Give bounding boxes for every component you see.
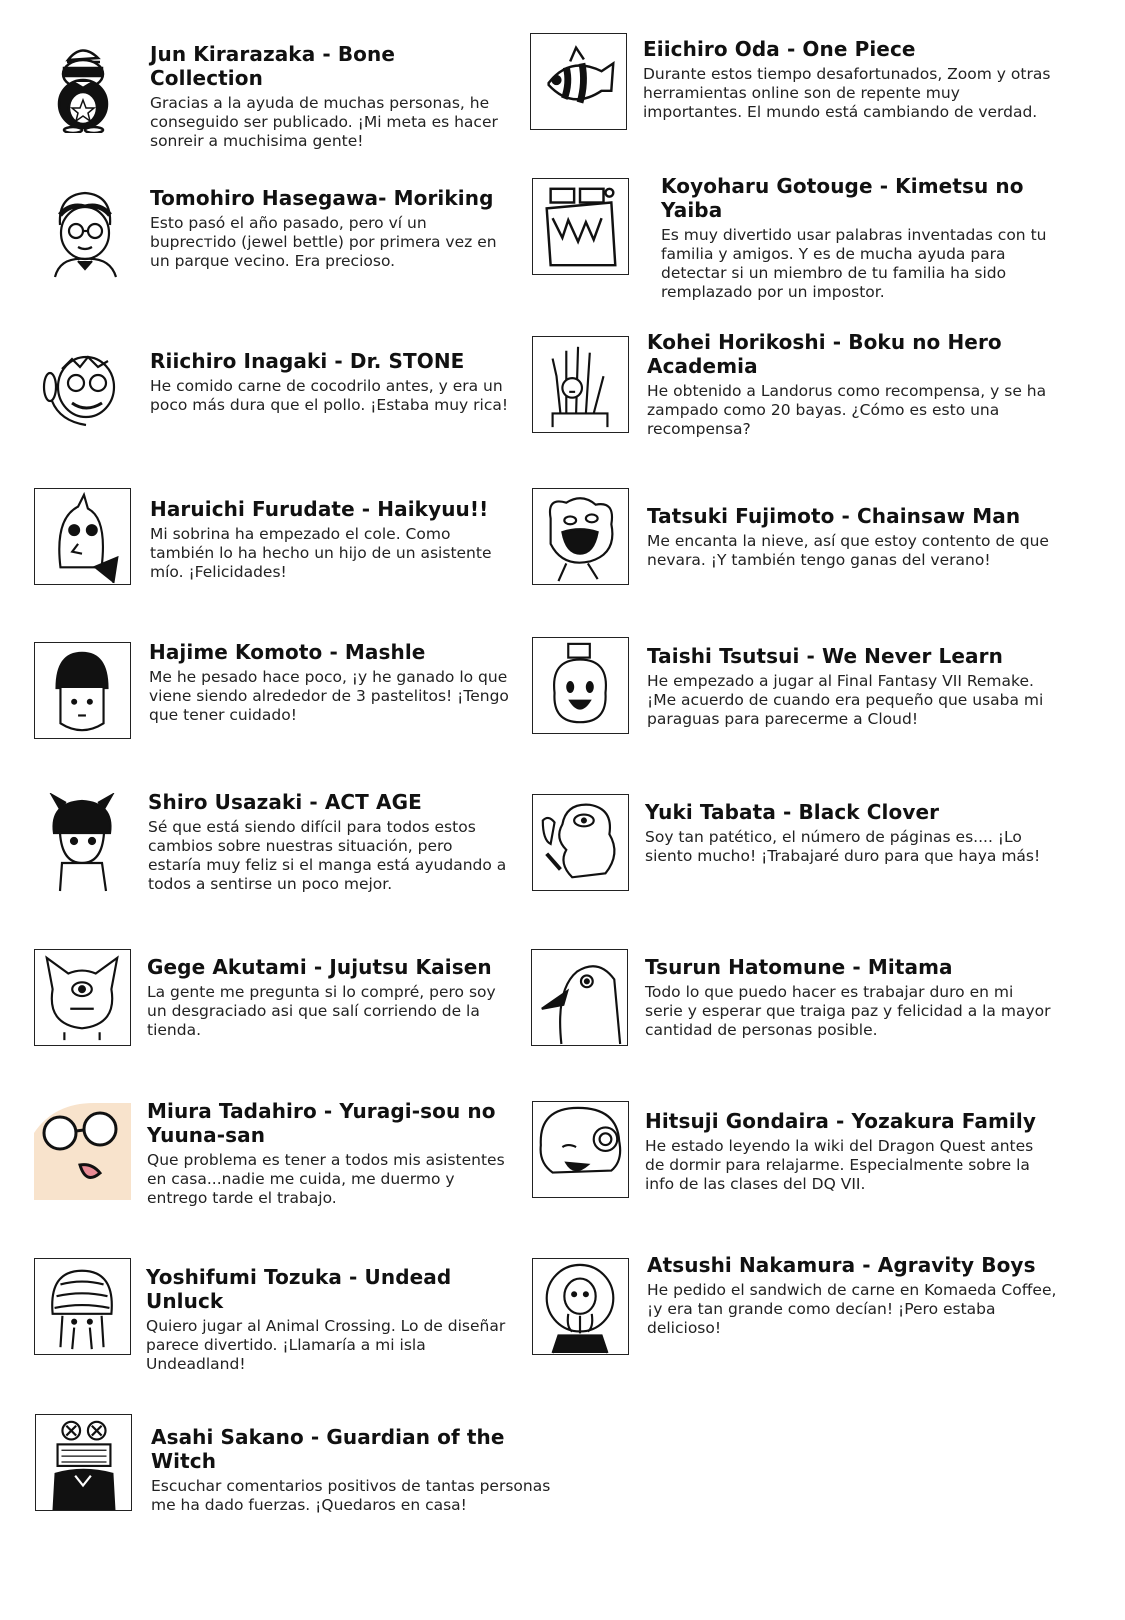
pigeon-head-icon <box>531 949 628 1046</box>
author-name: Shiro Usazaki - ACT AGE <box>148 790 422 814</box>
author-comment: He empezado a jugar al Final Fantasy VII Remake. ¡Me acuerdo de cuando era pequeño que usaba mi paraguas para parecerme a Cloud! <box>647 672 1044 728</box>
author-name: Jun Kirarazaka - Bone Collection <box>150 42 396 90</box>
round-bird-icon <box>532 794 629 891</box>
author-name: Eiichiro Oda - One Piece <box>643 37 916 61</box>
author-name: Gege Akutami - Jujutsu Kaisen <box>147 955 492 979</box>
glasses-face-icon <box>34 1103 131 1200</box>
author-comment: Quiero jugar al Animal Crossing. Lo de diseñar parece divertido. ¡Llamaría a mi isla Undeadland! <box>146 1317 506 1373</box>
bird-head-icon <box>34 488 131 585</box>
octopus-astronaut-icon <box>532 1258 629 1355</box>
author-name: Tatsuki Fujimoto - Chainsaw Man <box>647 504 1021 528</box>
author-comment: He pedido el sandwich de carne en Komaeda Coffee, ¡y era tan grande como decían! ¡Pero estaba delicioso! <box>647 1281 1057 1337</box>
author-name: Tsurun Hatomune - Mitama <box>645 955 953 979</box>
penguin-mascot-icon <box>40 38 125 133</box>
author-comment: Soy tan patético, el número de páginas es.... ¡Lo siento mucho! ¡Trabajaré duro para que haya más! <box>645 828 1041 865</box>
horned-girl-icon <box>40 793 125 893</box>
author-name: Taishi Tsutsui - We Never Learn <box>647 644 1003 668</box>
author-comment: Mi sobrina ha empezado el cole. Como también lo ha hecho un hijo de un asistente mío. ¡Felicidades! <box>150 525 492 581</box>
jellyfish-icon <box>34 1258 131 1355</box>
screaming-creature-icon <box>532 488 629 585</box>
author-comment: Esto pasó el año pasado, pero ví un bupreстido (jewel bettle) por primera vez en un parque vecino. Era precioso. <box>150 214 497 270</box>
author-name: Hitsuji Gondaira - Yozakura Family <box>645 1109 1036 1133</box>
author-name: Tomohiro Hasegawa- Moriking <box>150 186 494 210</box>
hand-figure-icon <box>532 336 629 433</box>
mushroom-head-icon <box>34 642 131 739</box>
author-name: Yuki Tabata - Black Clover <box>645 800 940 824</box>
happy-child-icon <box>532 637 629 734</box>
author-name: Asahi Sakano - Guardian of the Witch <box>151 1425 505 1473</box>
author-name: Yoshifumi Tozuka - Undead Unluck <box>146 1265 452 1313</box>
author-comment: Que problema es tener a todos mis asistentes en casa...nadie me cuida, me duermo y entrego tarde el trabajo. <box>147 1151 505 1207</box>
author-name: Riichiro Inagaki - Dr. STONE <box>150 349 465 373</box>
author-comment: La gente me pregunta si lo compré, pero soy un desgraciado asi que salí corriendo de la tienda. <box>147 983 496 1039</box>
fanged-monster-icon <box>532 178 629 275</box>
author-comment: He estado leyendo la wiki del Dragon Quest antes de dormir para relajarme. Especialmente sobre la info de las clases del DQ VII. <box>645 1137 1034 1193</box>
author-comment: Sé que está siendo difícil para todos estos cambios sobre nuestras situación, pero estaría muy feliz si el manga está ayudando a todos a sentirse un poco mejor. <box>148 818 507 893</box>
author-comment: Es muy divertido usar palabras inventadas con tu familia y amigos. Y es de mucha ayuda para detectar si un miembro de tu familia ha sido remplazado por un impostor. <box>661 226 1047 301</box>
cyclops-cat-icon <box>34 949 131 1046</box>
author-comment: Durante estos tiempo desafortunados, Zoom y otras herramientas online son de repente muy importantes. El mundo está cambiando de verdad. <box>643 65 1051 121</box>
x-eyes-masked-icon <box>35 1414 132 1511</box>
author-comment: He comido carne de cocodrilo antes, y era un poco más dura que el pollo. ¡Estaba muy rica! <box>150 377 509 414</box>
striped-fish-icon <box>530 33 627 130</box>
author-comment: Escuchar comentarios positivos de tantas personas me ha dado fuerzas. ¡Quedaros en casa! <box>151 1477 551 1514</box>
author-name: Koyoharu Gotouge - Kimetsu no Yaiba <box>661 174 1024 222</box>
author-comment: Me encanta la nieve, así que estoy contento de que nevara. ¡Y también tengo ganas del verano! <box>647 532 1049 569</box>
author-name: Miura Tadahiro - Yuragi-sou no Yuuna-san <box>147 1099 496 1147</box>
glasses-boy-icon <box>40 185 130 280</box>
author-comment: Todo lo que puedo hacer es trabajar duro en mi serie y esperar que traiga paz y felicidad a la mayor cantidad de personas posible. <box>645 983 1051 1039</box>
author-name: Hajime Komoto - Mashle <box>149 640 426 664</box>
author-comment: Gracias a la ayuda de muchas personas, he conseguido ser publicado. ¡Mi meta es hacer sonreir a muchisima gente! <box>150 94 498 150</box>
author-comment: He obtenido a Landorus como recompensa, y se ha zampado como 20 bayas. ¿Cómo es esto una recompensa? <box>647 382 1047 438</box>
author-name: Haruichi Furudate - Haikyuu!! <box>150 497 489 521</box>
masked-face-icon <box>40 345 125 430</box>
author-comment: Me he pesado hace poco, ¡y he ganado lo que viene siendo alrededor de 3 pastelitos! ¡Tengo que tener cuidado! <box>149 668 509 724</box>
author-name: Kohei Horikoshi - Boku no Hero Academia <box>647 330 1002 378</box>
author-name: Atsushi Nakamura - Agravity Boys <box>647 1253 1036 1277</box>
sheep-girl-icon <box>532 1101 629 1198</box>
